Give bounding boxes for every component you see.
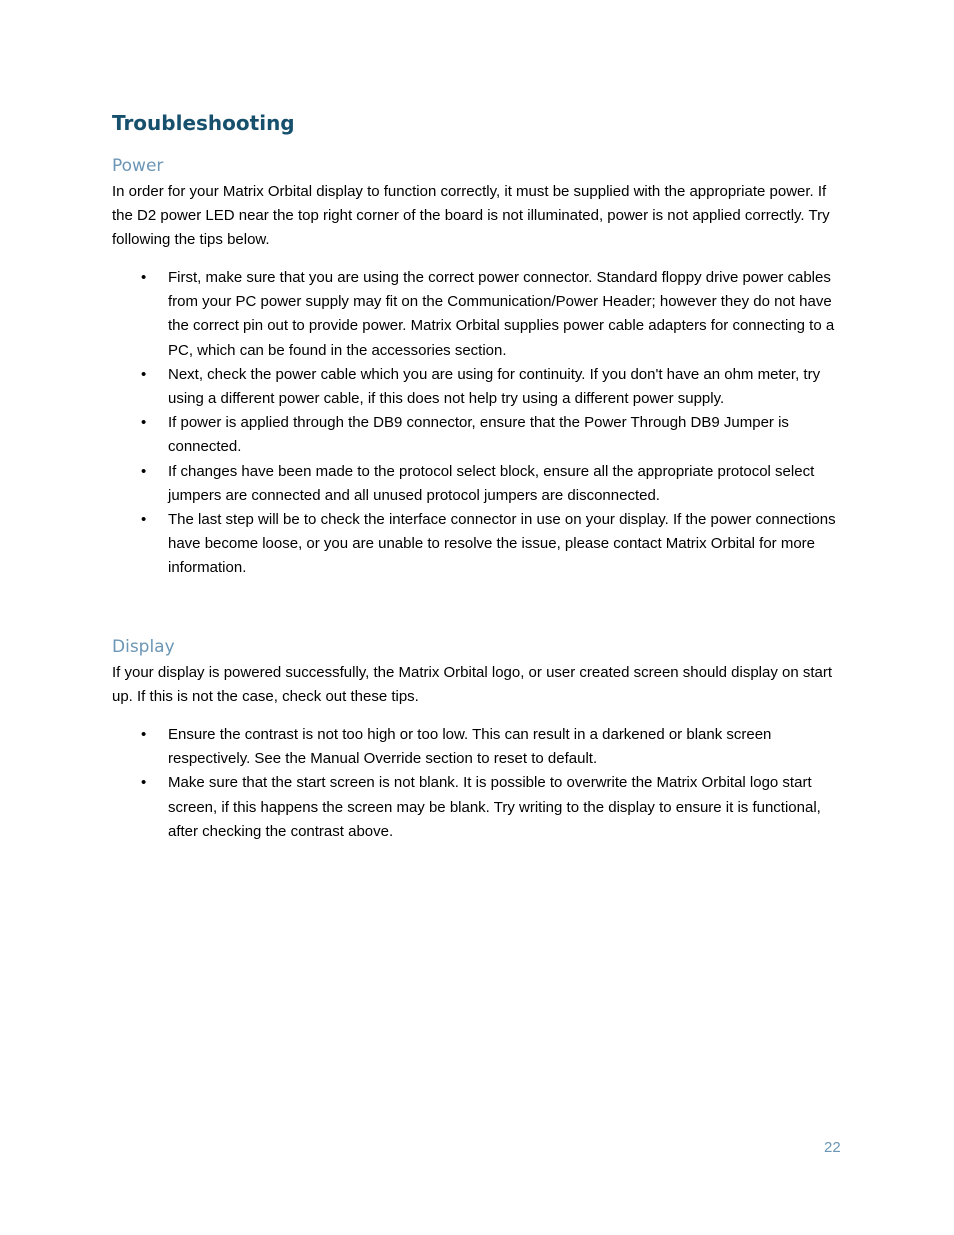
bullet-icon: • <box>141 462 147 480</box>
power-intro-paragraph: In order for your Matrix Orbital display to function correctly, it must be supplied with the appropriate power. If the D2 power LED near the top right corner of the board is not illuminated, power is not applied correctly. Try following the tips below. <box>112 183 830 248</box>
list-item-text: Make sure that the start screen is not blank. It is possible to overwrite the Matrix Orbital logo start screen, if this happens the screen may be blank. Try writing to the display to ensure it is functional, after checking the contrast above. <box>168 774 821 840</box>
page-number: 22 <box>824 1139 841 1156</box>
list-item <box>112 411 838 459</box>
bullet-icon: • <box>141 774 147 792</box>
display-intro-paragraph: If your display is powered successfully, the Matrix Orbital logo, or user created screen should display on start up. If this is not the case, check out these tips. <box>112 664 833 705</box>
list-item <box>112 508 838 581</box>
list-item-text: Ensure the contrast is not too high or too low. This can result in a darkened or blank screen respectively. See the Manual Override section to reset to default. <box>168 726 772 768</box>
list-item-text: If changes have been made to the protocol select block, ensure all the appropriate protocol select jumpers are connected and all unused protocol jumpers are disconnected. <box>168 462 815 504</box>
bullet-icon: • <box>141 269 147 286</box>
bullet-icon: • <box>141 726 147 743</box>
list-item-text: The last step will be to check the interface connector in use on your display. If the power connections have become loose, or you are unable to resolve the issue, please contact Matrix Orbital for more information. <box>168 511 836 577</box>
bullet-icon: • <box>141 511 147 529</box>
display-tips-list <box>112 723 842 844</box>
power-tips-list <box>112 266 842 581</box>
section-display <box>112 636 842 844</box>
list-item <box>112 723 838 771</box>
list-item-text: If power is applied through the DB9 connector, ensure that the Power Through DB9 Jumper is connected. <box>168 414 789 456</box>
list-item <box>112 771 838 844</box>
bullet-icon: • <box>141 365 147 383</box>
section-power <box>112 155 842 581</box>
list-item-text: Next, check the power cable which you are using for continuity. If you don't have an ohm meter, try using a different power cable, if this does not help try using a different power supply. <box>168 365 821 408</box>
list-item <box>112 266 838 363</box>
page-title: Troubleshooting <box>112 111 295 135</box>
bullet-icon: • <box>141 414 147 432</box>
list-item <box>112 363 838 411</box>
section-heading-power: Power <box>112 156 164 176</box>
list-item-text: First, make sure that you are using the correct power connector. Standard floppy drive power cables from your PC power supply may fit on the Communication/Power Header; however they do not have the correct pin out to provide power. Matrix Orbital supplies power cable adapters for connecting to a PC, which can be found in the accessories section. <box>168 269 835 359</box>
section-heading-display: Display <box>112 637 175 657</box>
list-item <box>112 460 838 508</box>
